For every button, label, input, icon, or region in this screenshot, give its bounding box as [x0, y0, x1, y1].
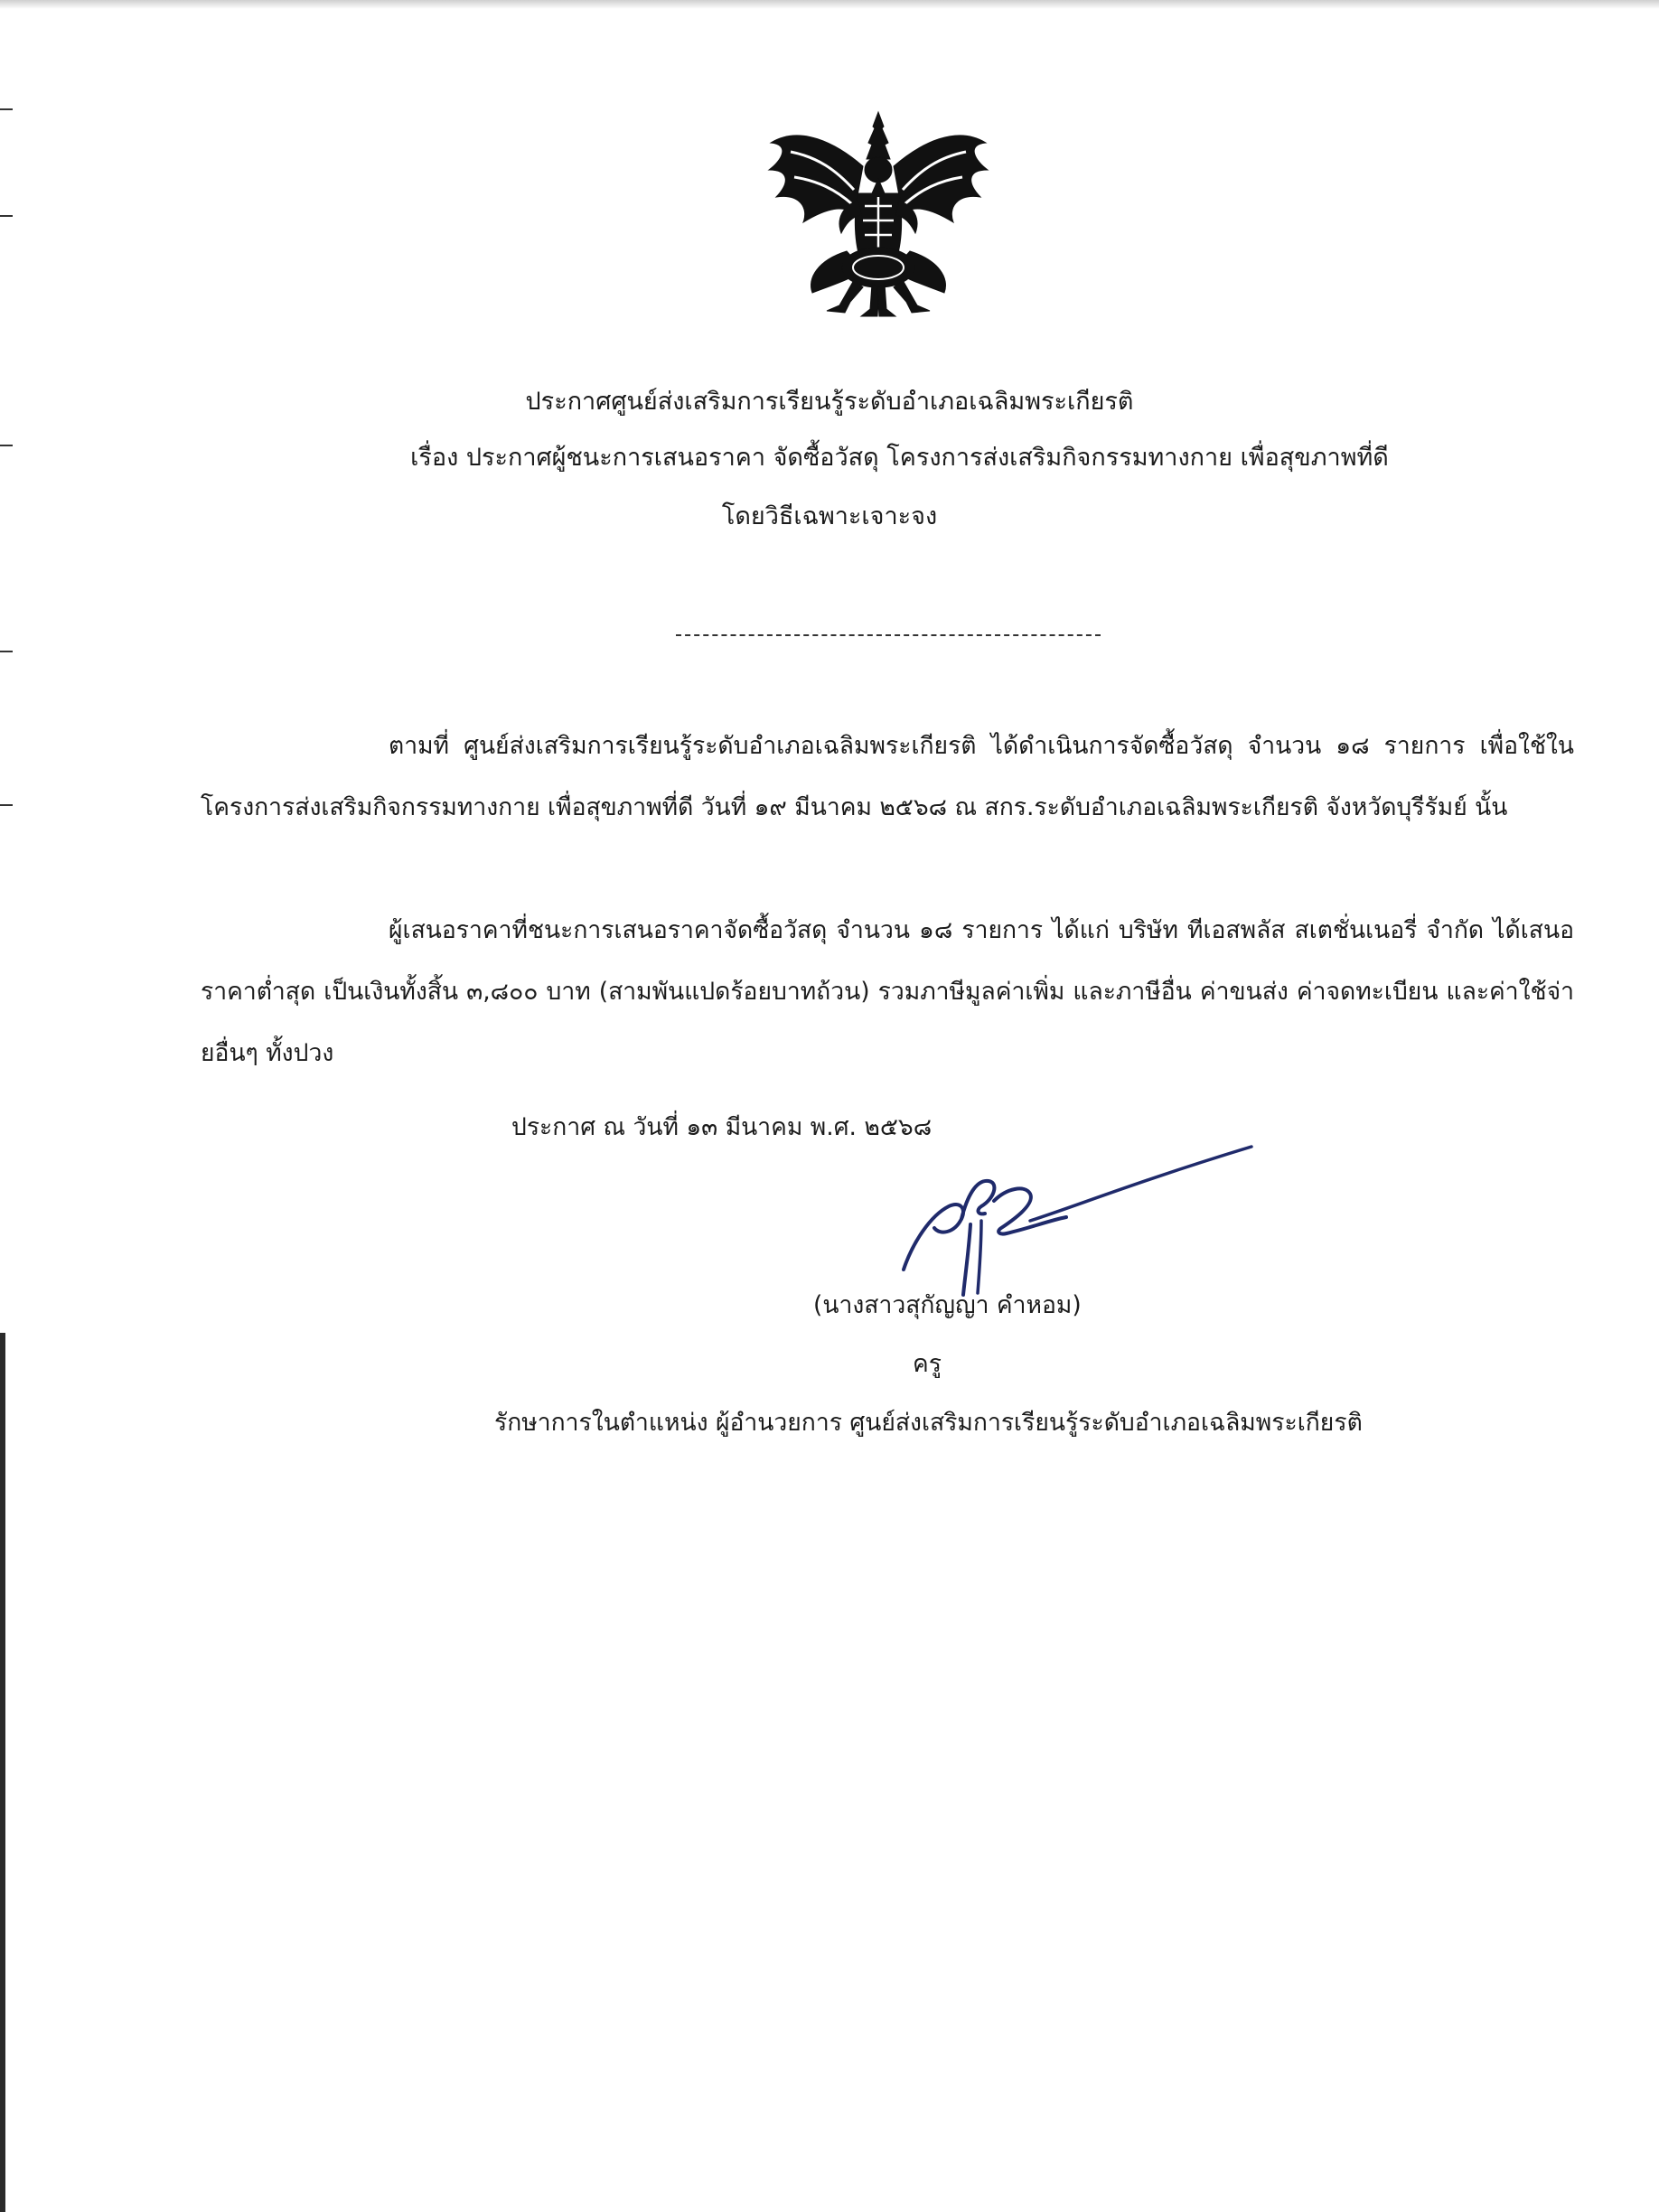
scan-edge-shadow: [0, 1333, 5, 2212]
scan-edge-mark: [0, 804, 13, 806]
header-divider: [676, 634, 1101, 636]
signer-name: (นางสาวสุกัญญา คำหอม): [813, 1291, 1082, 1319]
handwritten-signature: [895, 1134, 1256, 1297]
announcement-heading: ประกาศศูนย์ส่งเสริมการเรียนรู้ระดับอำเภอเฉลิมพระเกียรติ: [525, 388, 1134, 416]
scan-top-edge: [0, 0, 1659, 9]
announcement-date: ประกาศ ณ วันที่ ๑๓ มีนาคม พ.ศ. ๒๕๖๘: [511, 1113, 933, 1141]
procurement-method: โดยวิธีเฉพาะเจาะจง: [721, 502, 938, 530]
announcement-subject: เรื่อง ประกาศผู้ชนะการเสนอราคา จัดซื้อวัสดุ โครงการส่งเสริมกิจกรรมทางกาย เพื่อสุขภาพที่ดี: [410, 444, 1389, 472]
garuda-emblem-icon: [764, 107, 994, 323]
scan-edge-mark: [0, 108, 13, 110]
scan-edge-mark: [0, 651, 13, 652]
signer-title: ครู: [913, 1350, 942, 1378]
body-paragraph-2: ผู้เสนอราคาที่ชนะการเสนอราคาจัดซื้อวัสดุ จำนวน ๑๘ รายการ ได้แก่ บริษัท ทีเอสพลัส สเตชั่นเนอรี่ จำกัด ได้เสนอราคาต่ำสุด เป็นเงินทั้งสิ้น ๓,๘๐๐ บาท (สามพันแปดร้อยบาทถ้วน) รวมภาษีมูลค่าเพิ่ม และภาษีอื่น ค่าขนส่ง ค่าจดทะเบียน และค่าใช้จ่ายอื่นๆ ทั้งปวง: [201, 916, 1574, 1067]
scan-edge-mark: [0, 215, 13, 217]
body-paragraph-1: ตามที่ ศูนย์ส่งเสริมการเรียนรู้ระดับอำเภอเฉลิมพระเกียรติ ได้ดำเนินการจัดซื้อวัสดุ จำนวน ๑๘ รายการ เพื่อใช้ในโครงการส่งเสริมกิจกรรมทางกาย เพื่อสุขภาพที่ดี วันที่ ๑๙ มีนาคม ๒๕๖๘ ณ สกร.ระดับอำเภอเฉลิมพระเกียรติ จังหวัดบุรีรัมย์ นั้น: [201, 732, 1574, 821]
signer-position: รักษาการในตำแหน่ง ผู้อำนวยการ ศูนย์ส่งเสริมการเรียนรู้ระดับอำเภอเฉลิมพระเกียรติ: [494, 1409, 1363, 1437]
